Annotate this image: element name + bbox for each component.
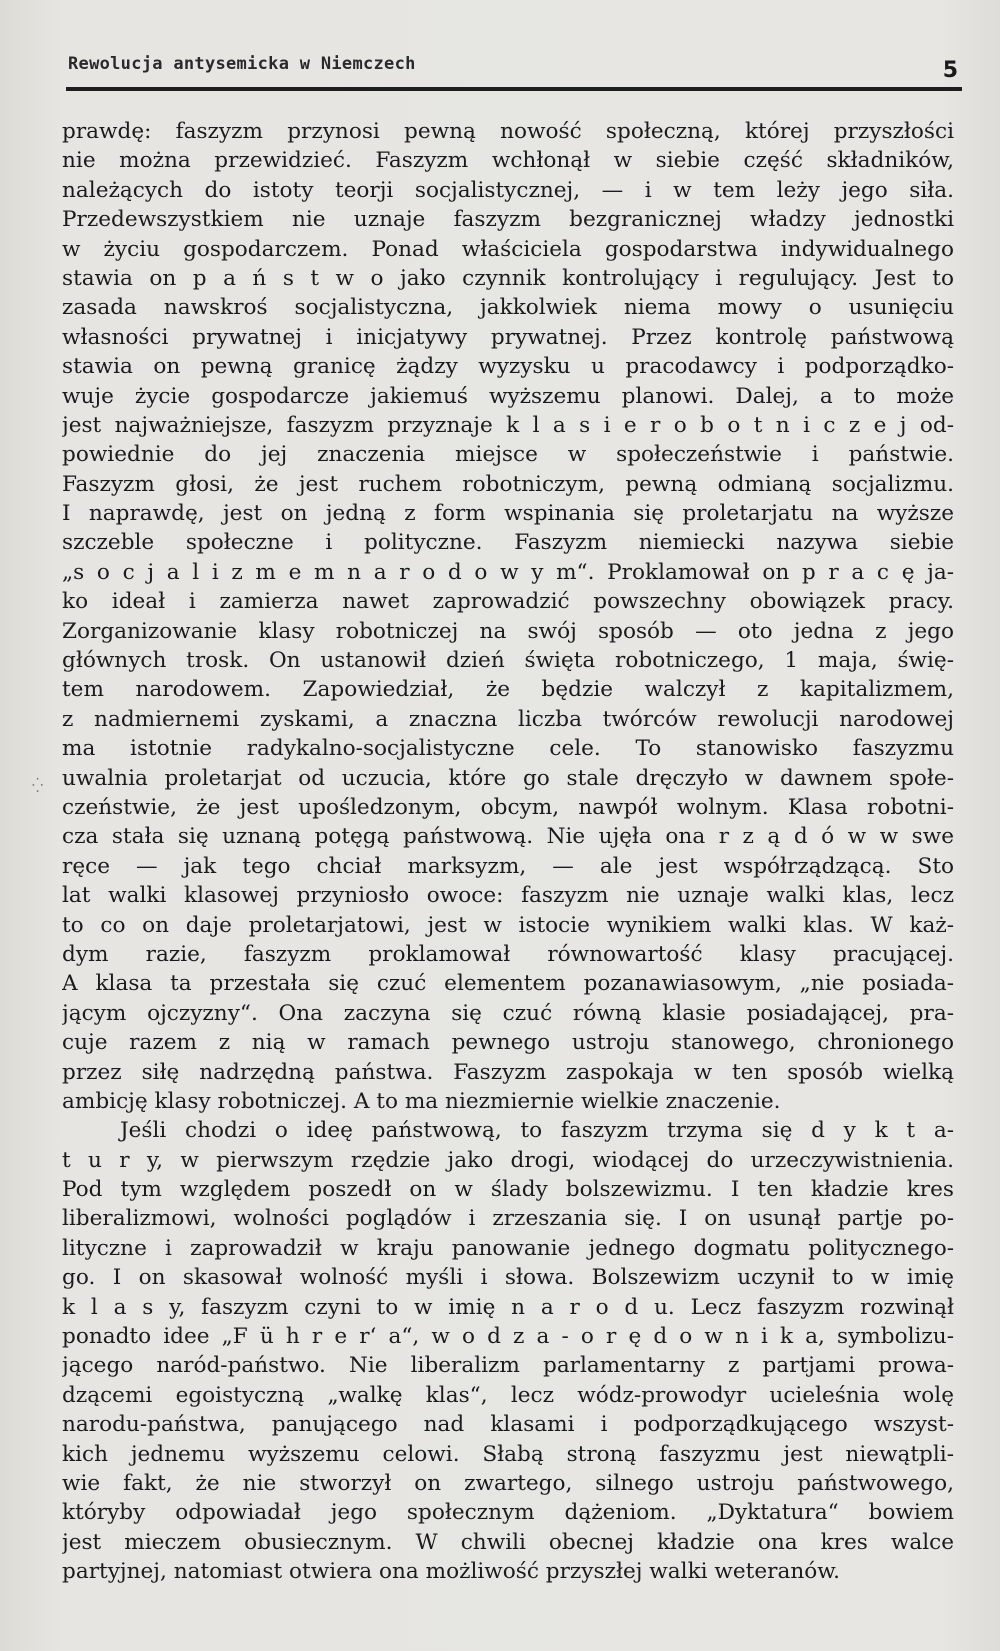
text-line: k l a s y, faszyzm czyni to w imię n a r o d u. Lecz faszyzm rozwinął [62,1294,954,1320]
text-line: narodu-państwa, panującego nad klasami i podporządkującego wszyst- [62,1412,954,1438]
text-line: kich jednemu wyższemu celowi. Słabą stroną faszyzmu jest niewątpli- [62,1441,954,1467]
text-line: go. I on skasował wolność myśli i słowa. Bolszewizm uczynił to w imię [62,1265,954,1291]
text-line: Pod tym względem poszedł on w ślady bolszewizmu. I ten kładzie kres [62,1177,954,1203]
text-line: należących do istoty teorji socjalistycznej, — i w tem leży jego siła. [62,177,954,203]
text-line: własności prywatnej i inicjatywy prywatnej. Przez kontrolę państwową [62,324,954,350]
text-line: A klasa ta przestała się czuć elementem pozanawiasowym, „nie posiada- [62,971,954,997]
text-line: Jeśli chodzi o ideę państwową, to faszyzm trzyma się d y k t a- [120,1118,954,1144]
text-line: w życiu gospodarczem. Ponad właściciela gospodarstwa indywidualnego [62,236,954,262]
text-line: Przedewszystkiem nie uznaje faszyzm bezgranicznej władzy jednostki [62,207,954,233]
text-line: nie można przewidzieć. Faszyzm wchłonął w siebie część składników, [62,148,954,174]
text-line: dzącemi egoistyczną „walkę klas“, lecz wódz-prowodyr ucieleśnia wolę [62,1382,954,1408]
running-title: Rewolucja antysemicka w Niemczech [68,54,416,74]
text-line: przez siłę nadrzędną państwa. Faszyzm zaspokaja w ten sposób wielką [62,1059,954,1085]
text-line: tem narodowem. Zapowiedział, że będzie walczył z kapitalizmem, [62,677,954,703]
text-line: czeństwie, że jest upośledzonym, obcym, nawpół wolnym. Klasa robotni- [62,794,954,820]
margin-speck: ⁛ [32,778,44,794]
text-line: lat walki klasowej przyniosło owoce: faszyzm nie uznaje walki klas, lecz [62,883,954,909]
text-line: Zorganizowanie klasy robotniczej na swój sposób — oto jedna z jego [62,618,954,644]
text-line: ma istotnie radykalno-socjalistyczne cele. To stanowisko faszyzmu [62,736,954,762]
text-line: zasada nawskroś socjalistyczna, jakkolwiek niema mowy o usunięciu [62,295,954,321]
text-line: partyjnej, natomiast otwiera ona możliwość przyszłej walki weteranów. [62,1559,841,1585]
text-line: głównych trosk. On ustanowił dzień święta robotniczego, 1 maja, świę- [62,648,954,674]
text-line: uwalnia proletarjat od uczucia, które go stale dręczyło w dawnem społe- [62,765,954,791]
text-line: z nadmiernemi zyskami, a znaczna liczba twórców rewolucji narodowej [62,706,954,732]
text-line: I naprawdę, jest on jedną z form wspinania się proletarjatu na wyższe [62,501,954,527]
text-line: stawia on p a ń s t w o jako czynnik kontrolujący i regulujący. Jest to [62,265,954,291]
text-line: ręce — jak tego chciał marksyzm, — ale jest współrządzącą. Sto [62,853,954,879]
text-line: ambicję klasy robotniczej. A to ma niezmiernie wielkie znaczenie. [62,1088,781,1114]
text-line: liberalizmowi, wolności poglądów i zrzeszania się. I on usunął partje po- [62,1206,954,1232]
text-line: dym razie, faszyzm proklamował równowartość klasy pracującej. [62,941,954,967]
text-line: szczeble społeczne i polityczne. Faszyzm niemiecki nazywa siebie [62,530,954,556]
text-line: t u r y, w pierwszym rzędzie jako drogi, wiodącej do urzeczywistnienia. [62,1147,954,1173]
text-line: jest najważniejsze, faszyzm przyznaje k l a s i e r o b o t n i c z e j od- [62,412,954,438]
text-line: prawdę: faszyzm przynosi pewną nowość społeczną, której przyszłości [62,119,954,144]
text-line: „s o c j a l i z m e m n a r o d o w y m“. Proklamował on p r a c ę ja- [62,559,954,585]
text-line: jest mieczem obusiecznym. W chwili obecnej kładzie ona kres walce [62,1529,954,1555]
text-line: to co on daje proletarjatowi, jest w istocie wynikiem walki klas. W każ- [62,912,954,938]
page-number: 5 [942,58,958,83]
text-line: jącego naród-państwo. Nie liberalizm parlamentarny z partjami prowa- [62,1353,954,1379]
text-line: wie fakt, że nie stworzył on zwartego, silnego ustroju państwowego, [62,1470,954,1496]
text-line: któryby odpowiadał jego społecznym dążeniom. „Dyktatura“ bowiem [62,1500,954,1526]
text-line: cza stała się uznaną potęgą państwową. Nie ujęła ona r z ą d ó w w swe [62,824,954,850]
text-line: cuje razem z nią w ramach pewnego ustroju stanowego, chronionego [62,1030,954,1056]
text-line: jącym ojczyzny“. Ona zaczyna się czuć równą klasie posiadającej, pra- [62,1000,954,1026]
text-line: ponadto idee „F ü h r e r‘ a“, w o d z a - o r ę d o w n i k a, symbolizu- [62,1324,954,1350]
text-line: ko ideał i zamierza nawet zaprowadzić powszechny obowiązek pracy. [62,589,954,615]
page-header [66,50,962,92]
text-line: wuje życie gospodarcze jakiemuś wyższemu planowi. Dalej, a to może [62,383,954,409]
text-line: powiednie do jej znaczenia miejsce w społeczeństwie i państwie. [62,442,954,468]
body-text [62,117,954,1587]
header-rule [66,87,962,91]
text-line: stawia on pewną granicę żądzy wyzysku u pracodawcy i podporządko- [62,354,954,380]
text-line: lityczne i zaprowadził w kraju panowanie jednego dogmatu politycznego- [62,1235,954,1261]
text-line: Faszyzm głosi, że jest ruchem robotniczym, pewną odmianą socjalizmu. [62,471,954,497]
